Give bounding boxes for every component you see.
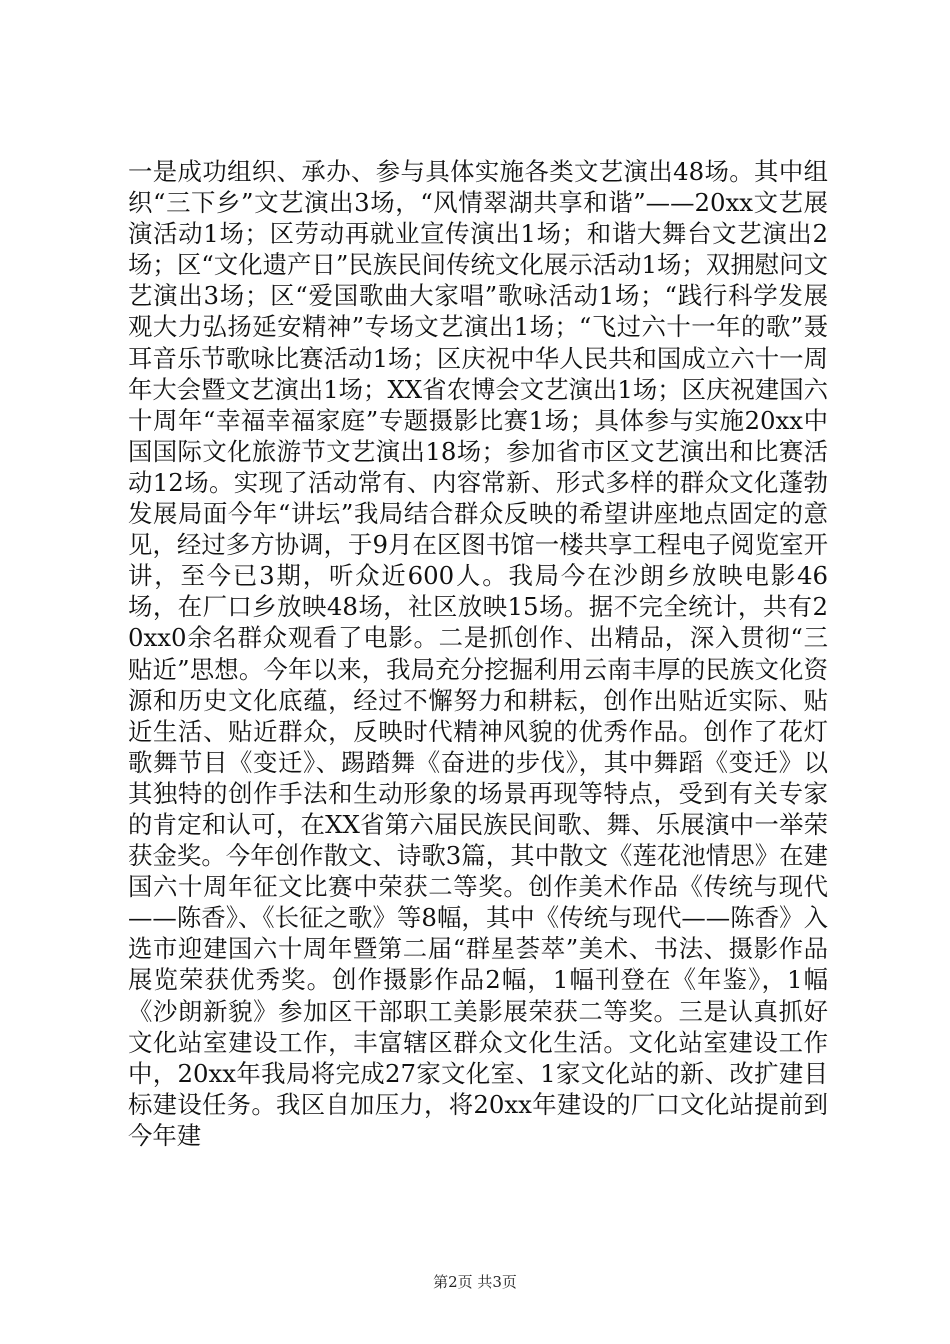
body-paragraph: 一是成功组织、承办、参与具体实施各类文艺演出48场。其中组织“三下乡”文艺演出3场，“风情翠湖共享和谐”——20xx文艺展演活动1场；区劳动再就业宣传演出1场；和谐大舞台文艺演出2场；区“文化遗产日”民族民间传统文化展示活动1场；双拥慰问文艺演出3场；区“爱国歌曲大家唱”歌咏活动1场；“践行科学发展观大力弘扬延安精神”专场文艺演出1场；“飞过六十一年的歌”聂耳音乐节歌咏比赛活动1场；区庆祝中华人民共和国成立六十一周年大会暨文艺演出1场；XX省农博会文艺演出1场；区庆祝建国六十周年“幸福幸福家庭”专题摄影比赛1场；具体参与实施20xx中国国际文化旅游节文艺演出18场；参加省市区文艺演出和比赛活动12场。实现了活动常有、内容常新、形式多样的群众文化蓬勃发展局面今年“讲坛”我局结合群众反映的希望讲座地点固定的意见，经过多方协调，于9月在区图书馆一楼共享工程电子阅览室开讲，至今已3期，听众近600人。我局今在沙朗乡放映电影46场，在厂口乡放映48场，社区放映15场。据不完全统计，共有20xx0余名群众观看了电影。二是抓创作、出精品，深入贯彻“三贴近”思想。今年以来，我局充分挖掘利用云南丰厚的民族文化资源和历史文化底蕴，经过不懈努力和耕耘，创作出贴近实际、贴近生活、贴近群众，反映时代精神风貌的优秀作品。创作了花灯歌舞节目《变迁》、踢踏舞《奋进的步伐》，其中舞蹈《变迁》以其独特的创作手法和生动形象的场景再现等特点，受到有关专家的肯定和认可，在XX省第六届民族民间歌、舞、乐展演中一举荣获金奖。今年创作散文、诗歌3篇，其中散文《莲花池情思》在建国六十周年征文比赛中荣获二等奖。创作美术作品《传统与现代——陈香》、《长征之歌》等8幅，其中《传统与现代——陈香》入选市迎建国六十周年暨第二届“群星荟萃”美术、书法、摄影作品展览荣获优秀奖。创作摄影作品2幅，1幅刊登在《年鉴》，1幅《沙朗新貌》参加区干部职工美影展荣获二等奖。三是认真抓好文化站室建设工作，丰富辖区群众文化生活。文化站室建设工作中，20xx年我局将完成27家文化室、1家文化站的新、改扩建目标建设任务。我区自加压力，将20xx年建设的厂口文化站提前到今年建 xyxy=(128,157,828,1150)
page-number-footer: 第2页 共3页 xyxy=(433,1273,517,1291)
